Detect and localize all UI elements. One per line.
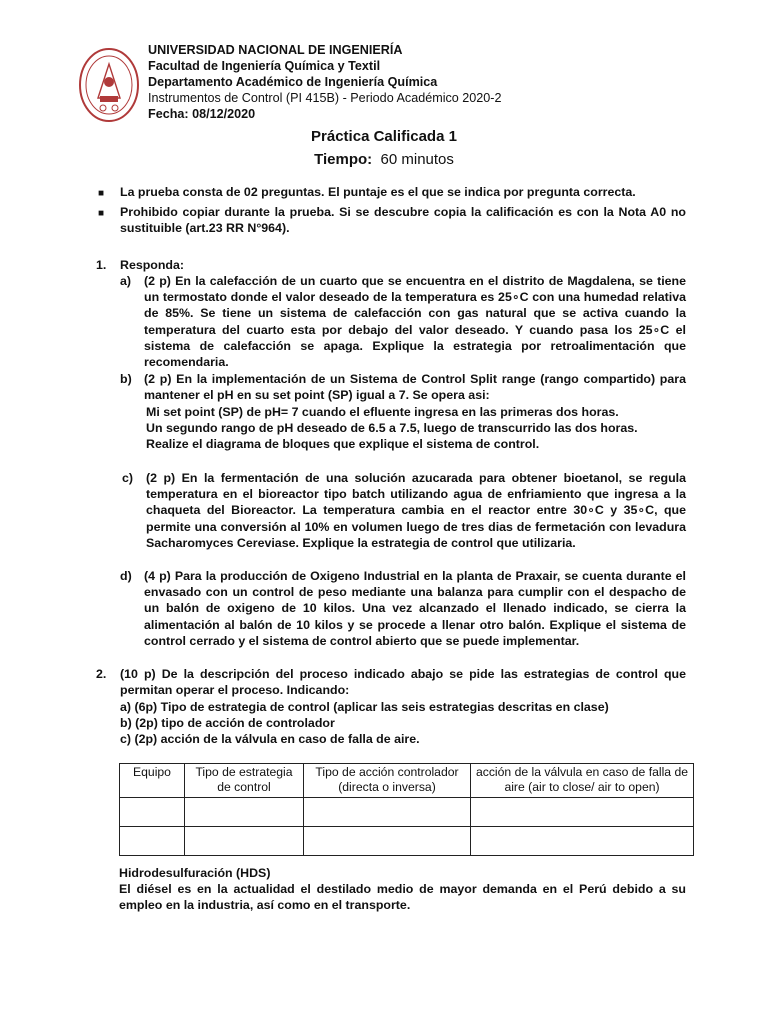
hds-heading: Hidrodesulfuración (HDS) [119, 866, 271, 880]
table-cell[interactable] [471, 798, 694, 827]
item-label: c) [122, 471, 134, 485]
question-number: 1. [96, 258, 107, 272]
question-1a: (2 p) En la calefacción de un cuarto que se encuentra en el distrito de Magdalena, se tiene un termostato donde el valor deseado de la temperatura es 25∘C con una humedad relativa de 85%. Se tiene un sistema de calefacción con gas natural que se activa cuando la temperatura del cuarto esta por debajo del valor deseado. Y cuando pasa los 25∘C el sistema de calefacción se apaga. Explique la estrategia por retroalimentación que recomendaria. [144, 274, 686, 370]
question-2: (10 p) De la descripción del proceso indicado abajo se pide las estrategias de control que permitan operar el proceso. Indicando: [120, 667, 686, 698]
course-name: Instrumentos de Control (PI 415B) - Periodo Académico 2020-2 [148, 91, 502, 105]
question-heading: Responda: [120, 258, 185, 272]
table-cell[interactable] [304, 827, 471, 856]
table-cell[interactable] [185, 798, 304, 827]
exam-date [148, 106, 668, 122]
table-row [120, 798, 694, 827]
rule-item: Prohibido copiar durante la prueba. Si se descubre copia la calificación es con la Nota A0 no sustituible (art.23 RR N°964). [120, 205, 686, 236]
table-header-cell: acción de la válvula en caso de falla de aire (air to close/ air to open) [471, 764, 694, 798]
item-label: d) [120, 569, 132, 583]
table-header-cell: Tipo de acción controlador (directa o inversa) [304, 764, 471, 798]
table-cell[interactable] [120, 798, 185, 827]
table-cell[interactable] [304, 798, 471, 827]
table-header-cell: Tipo de estrategia de control [185, 764, 304, 798]
department-name: Departamento Académico de Ingeniería Química [148, 75, 438, 89]
university-name: UNIVERSIDAD NACIONAL DE INGENIERÍA [148, 43, 403, 57]
hds-text: El diésel es en la actualidad el destilado medio de mayor demanda en el Perú debido a su empleo en la industria, así como en el transporte. [119, 882, 686, 913]
time-value: 60 minutos [380, 151, 454, 168]
question-1b-line: Mi set point (SP) de pH= 7 cuando el efluente ingresa en las primeras dos horas. [146, 405, 619, 419]
university-seal-icon [78, 46, 140, 124]
exam-time [0, 151, 768, 168]
question-2-item: b) (2p) tipo de acción de controlador [120, 716, 335, 730]
date-label: Fecha: [148, 107, 189, 121]
table-row [120, 827, 694, 856]
exam-header [148, 42, 668, 122]
bullet-icon: ■ [98, 208, 105, 219]
question-1c: (2 p) En la fermentación de una solución azucarada para obtener bioetanol, se regula temperatura en el bioreactor tipo batch utilizando agua de enfriamiento que ingresa a la chaqueta del Bioreactor. La temperatura cambia en el reactor entre 30∘C y 35∘C, que permite una conversión al 10% en volumen luego de tres dias de fermetación con levadura Sacharomyces Cereviase. Explique la estrategia de control que utilizaria. [146, 471, 686, 550]
title-text: Práctica Calificada 1 [311, 128, 457, 145]
question-1b-line: Realize el diagrama de bloques que explique el sistema de control. [146, 437, 540, 451]
table-cell[interactable] [471, 827, 694, 856]
item-label: a) [120, 274, 132, 288]
table-cell[interactable] [120, 827, 185, 856]
bullet-icon: ■ [98, 188, 105, 199]
question-1b: (2 p) En la implementación de un Sistema de Control Split range (rango compartido) para mantener el pH en su set point (SP) igual a 7. Se opera asi: [144, 372, 686, 403]
table-header-cell: Equipo [120, 764, 185, 798]
time-label: Tiempo: [314, 151, 373, 168]
rule-item: La prueba consta de 02 preguntas. El puntaje es el que se indica por pregunta correcta. [120, 185, 636, 199]
question-1b-line: Un segundo rango de pH deseado de 6.5 a 7.5, luego de transcurrido las dos horas. [146, 421, 638, 435]
control-strategy-table [119, 763, 694, 856]
item-label: b) [120, 372, 132, 386]
table-header-row [120, 764, 694, 798]
question-1d: (4 p) Para la producción de Oxigeno Industrial en la planta de Praxair, se cuenta durante el envasado con un control de peso mediante una balanza para cumplir con el despacho de un balón de oxigeno de 10 kilos. Una vez alcanzado el llenado indicado, se cierra la alimentación al balón de 10 kilos y se procede a llenar otro balón. Explique el sistema de control cerrado y el sistema de control abierto que se puede implementar. [144, 569, 686, 648]
question-2-item: a) (6p) Tipo de estrategia de control (aplicar las seis estrategias descritas en clase) [120, 700, 609, 714]
question-number: 2. [96, 667, 107, 681]
faculty-name: Facultad de Ingeniería Química y Textil [148, 59, 381, 73]
date-value: 08/12/2020 [192, 107, 256, 121]
question-2-item: c) (2p) acción de la válvula en caso de falla de aire. [120, 732, 420, 746]
exam-title [0, 128, 768, 145]
table-cell[interactable] [185, 827, 304, 856]
